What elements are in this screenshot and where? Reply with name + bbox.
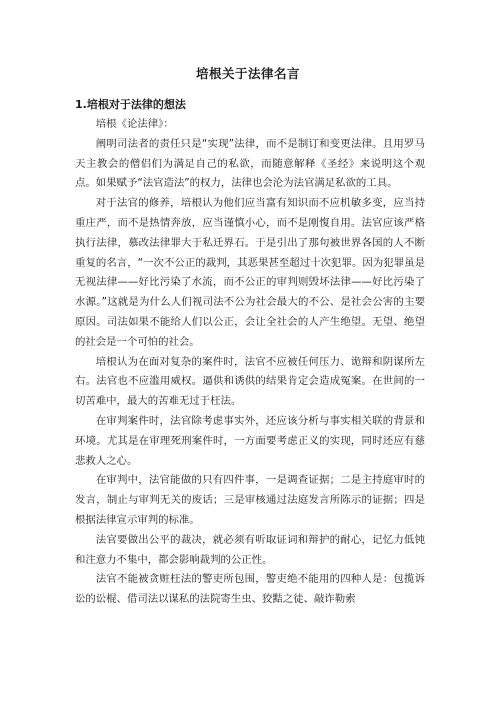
document-title: 培根关于法律名言 [195,66,300,81]
paragraph-7: 法官不能被贪赃枉法的警吏所包围，警吏绝不能用的四种人是：包揽诉讼的讼棍、借司法以谋私的法院寄生虫、狡黠之徒、敲诈勒索 [75,573,425,606]
paragraph-2: 对于法官的修养，培根认为他们应当富有知识而不应机敏多变，应当持重庄严，而不是热情奔放，应当谨慎小心，而不是刚愎自用。法官应该严格执行法律，慕改法律罪大于私迁界石。于是引出了那句被世界各国的人不断重复的名言，“一次不公正的裁判，其恶果甚至超过十次犯罪。因为犯罪虽是无视法律——好比污染了水流，而不公正的审判则毁坏法律——好比污染了水源。”这就是为什么人们视司法不公为社会最大的不公、是社会公害的主要原因。司法如果不能给人们以公正，会让全社会的人产生绝望。无望、绝望的社会是一个可怕的社会。 [75,197,425,348]
section-heading: 1.培根对于法律的想法 [75,98,186,111]
book-reference: 培根《论法律》： [95,118,174,130]
paragraph-4: 在审判案件时，法官除考虑事实外，还应该分析与事实相关联的背景和环境。尤其是在审理死刑案件时，一方面要考虑正义的实现，同时还应有慈悲救人之心。 [75,414,425,467]
document-body [75,96,425,610]
paragraph-3: 培根认为在面对复杂的案件时，法官不应被任何压力、诡辩和阴谋所左右。法官也不应滥用威权。逼供和诱供的结果肯定会造成冤案。在世间的一切苦难中，最大的苦难无过于枉法。 [75,355,425,408]
paragraph-5: 在审判中，法官能做的只有四件事，一是调查证据；二是主持庭审时的发言，制止与审判无关的废话；三是审核通过法庭发言所陈示的证据；四是根据法律宣示审判的标准。 [75,474,425,526]
paragraph-1: 阐明司法者的责任只是“实现”法律，而不是制订和变更法律。且用罗马天主教会的僧侣们为满足自己的私欲，而随意解释《圣经》来说明这个观点。如果赋予“法官造法”的权力，法律也会沦为法官满足私欲的工具。 [75,137,425,190]
paragraph-6: 法官要做出公平的裁决，就必须有听取证词和辩护的耐心，记忆力低钝和注意力不集中，都会影响裁判的公正性。 [75,533,425,566]
